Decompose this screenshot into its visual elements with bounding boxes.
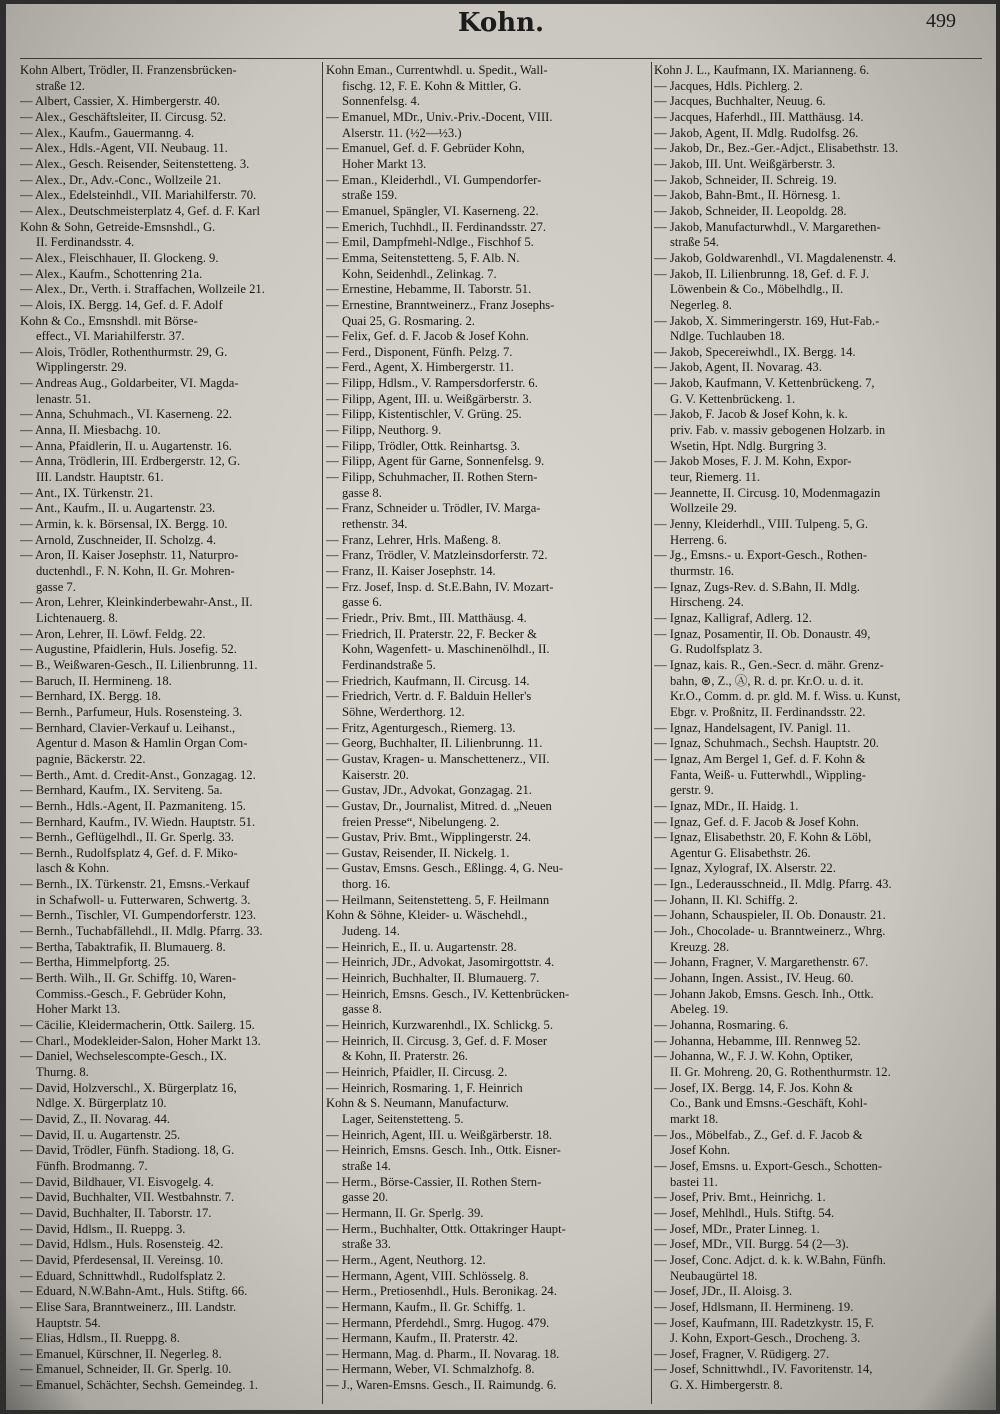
- entry-line: — Johann, Schauspieler, II. Ob. Donaustr. 21.: [654, 908, 886, 923]
- entry-line: — Emanuel, MDr., Univ.-Priv.-Docent, VIII.: [326, 109, 553, 124]
- entry-line: — Hermann, Pferdehdl., Smrg. Hugog. 479.: [326, 1315, 550, 1330]
- entry-line: — Heinrich, Kurzwarenhdl., IX. Schlickg. 5.: [326, 1018, 553, 1033]
- entry-line: — David, Holzverschl., X. Bürgerplatz 16,: [20, 1080, 237, 1095]
- entry-line: — Franz, II. Kaiser Josephstr. 14.: [326, 564, 496, 578]
- entry-line: Hoher Markt 13.: [36, 1002, 121, 1017]
- entry-line: priv. Fab. v. massiv gebogenen Holzarb. in: [670, 423, 886, 438]
- entry-line: — Herm., Buchhalter, Ottk. Ottakringer Haupt-: [326, 1221, 566, 1236]
- entry-line: — Cäcilie, Kleidermacherin, Ottk. Sailerg. 15.: [20, 1018, 255, 1033]
- entry-line: — Gustav, Priv. Bmt., Wipplingerstr. 24.: [326, 830, 532, 845]
- page-title: Kohn.: [457, 8, 545, 38]
- entry-line: — Jos., Möbelfab., Z., Gef. d. F. Jacob &: [654, 1127, 863, 1142]
- entry-line: — Herm., Börse-Cassier, II. Rothen Stern-: [326, 1174, 542, 1189]
- entry-line: — Ignaz, Kalligraf, Adlerg. 12.: [654, 610, 812, 625]
- entry-line: — Daniel, Wechselescompte-Gesch., IX.: [20, 1049, 227, 1064]
- entry-line: — Felix, Gef. d. F. Jacob & Josef Kohn.: [326, 329, 529, 344]
- entry-line: — Ernestine, Branntweinerz., Franz Josephs-: [326, 297, 555, 312]
- entry-line: gasse 6.: [342, 595, 382, 610]
- entry-line: — Ferd., Disponent, Fünfh. Pelzg. 7.: [326, 344, 513, 359]
- entry-line: — David, Hdlsm., II. Rueppg. 3.: [20, 1221, 186, 1236]
- entry-line: gasse 8.: [342, 485, 382, 500]
- entry-line: — Bernhard, IX. Bergg. 18.: [20, 689, 162, 704]
- entry-line: Alserstr. 11. (½2—½3.): [342, 125, 462, 140]
- column-divider: [651, 62, 652, 1404]
- entry-line: — Hermann, Kaufm., II. Praterstr. 42.: [326, 1331, 519, 1346]
- entry-line: Kohn & Söhne, Kleider- u. Wäschehdl.,: [326, 908, 528, 923]
- page-number: 499: [926, 10, 956, 32]
- entry-line: Hauptstr. 54.: [36, 1315, 101, 1330]
- entry-line: — Emerich, Tuchhdl., II. Ferdinandsstr. 27.: [326, 219, 547, 234]
- entry-line: — Ignaz, Xylograf, IX. Alserstr. 22.: [654, 861, 836, 876]
- entry-line: Wsetin, Hpt. Ndlg. Burgring 3.: [670, 438, 827, 453]
- entry-line: — Heinrich, JDr., Advokat, Jasomirgottstr. 4.: [326, 955, 555, 970]
- entry-line: — Herm., Agent, Neuthorg. 12.: [326, 1252, 486, 1267]
- entry-line: — Emanuel, Gef. d. F. Gebrüder Kohn,: [326, 141, 525, 156]
- entry-line: Ferdinandstraße 5.: [342, 657, 436, 672]
- entry-line: gerstr. 9.: [670, 783, 714, 798]
- entry-line: — David, Pferdesensal, II. Vereinsg. 10.: [20, 1252, 224, 1267]
- entry-line: — Hermann, II. Gr. Sperlg. 39.: [326, 1205, 484, 1220]
- entry-line: — Armin, k. k. Börsensal, IX. Bergg. 10.: [20, 517, 228, 532]
- entry-line: — Josef, Hdlsmann, II. Hermineng. 19.: [654, 1299, 854, 1314]
- entry-line: — Friedr., Priv. Bmt., III. Matthäusg. 4.: [326, 610, 527, 625]
- entry-line: fischg. 12, F. E. Kohn & Mittler, G.: [342, 78, 522, 93]
- entry-line: — Jakob, Specereiwhdl., IX. Bergg. 14.: [654, 344, 856, 359]
- entry-line: — David, Z., II. Novarag. 44.: [20, 1111, 171, 1126]
- entry-line: — Josef, MDr., VII. Burgg. 54 (2—3).: [654, 1237, 849, 1252]
- entry-line: — Jakob, Kaufmann, V. Kettenbrückeng. 7,: [654, 376, 875, 391]
- entry-line: — Aron, Lehrer, Kleinkinderbewahr-Anst., II.: [20, 595, 253, 610]
- entry-line: — Emanuel, Kürschner, II. Negerleg. 8.: [20, 1346, 222, 1361]
- entry-line: — Filipp, Agent für Garne, Sonnenfelsg. 9.: [326, 454, 545, 469]
- entry-line: Fanta, Weiß- u. Futterwhdl., Wippling-: [670, 767, 866, 782]
- entry-line: — Anna, Pfaidlerin, II. u. Augartenstr. 16.: [20, 438, 232, 453]
- entry-line: — Heinrich, Rosmaring. 1, F. Heinrich: [326, 1080, 523, 1095]
- entry-line: Kohn, Seidenhdl., Zelinkag. 7.: [342, 266, 497, 281]
- entry-line: — Emanuel, Schneider, II. Gr. Sperlg. 10.: [20, 1362, 232, 1377]
- entry-line: II. Ferdinandsstr. 4.: [36, 235, 135, 250]
- entry-line: thurmstr. 16.: [670, 564, 735, 578]
- entry-line: — Ignaz, Posamentir, II. Ob. Donaustr. 49,: [654, 626, 871, 641]
- entry-line: — Eduard, Schnittwhdl., Rudolfsplatz 2.: [20, 1268, 226, 1283]
- entry-line: — Berth. Wilh., II. Gr. Schiffg. 10, Waren-: [20, 971, 237, 986]
- entry-line: — Franz, Lehrer, Hrls. Maßeng. 8.: [326, 532, 502, 547]
- entry-line: — Albert, Cassier, X. Himbergerstr. 40.: [20, 94, 221, 109]
- entry-line: — Filipp, Hdlsm., V. Rampersdorferstr. 6.: [326, 376, 538, 391]
- entry-line: — Johanna, W., F. J. W. Kohn, Optiker,: [654, 1049, 853, 1064]
- entry-line: Hoher Markt 13.: [342, 156, 427, 171]
- entry-line: — Jakob, Schneider, II. Leopoldg. 28.: [654, 203, 847, 218]
- entry-line: — Gustav, Kragen- u. Manschettenerz., VII.: [326, 751, 550, 766]
- entry-line: — Gustav, Reisender, II. Nickelg. 1.: [326, 845, 510, 860]
- entry-line: straße 33.: [342, 1237, 391, 1252]
- entry-line: — Ignaz, Gef. d. F. Jacob & Josef Kohn.: [654, 814, 859, 829]
- entry-line: — Jacques, Haferhdl., III. Matthäusg. 14.: [654, 109, 864, 124]
- entry-line: — Alex., Deutschmeisterplatz 4, Gef. d. F. Karl: [20, 203, 260, 218]
- entry-line: — Bernhard, Kaufm., IX. Serviteng. 5a.: [20, 783, 223, 798]
- entry-line: — Jacques, Hdls. Pichlerg. 2.: [654, 78, 803, 93]
- entry-line: — Ant., IX. Türkenstr. 21.: [20, 485, 154, 500]
- entry-line: — Hermann, Weber, VI. Schmalzhofg. 8.: [326, 1362, 535, 1377]
- entry-line: — Emanuel, Schächter, Sechsh. Gemeindeg. 1.: [20, 1378, 259, 1393]
- entry-line: Sonnenfelsg. 4.: [342, 94, 421, 109]
- entry-line: — Bernh., Tuchabfällehdl., II. Mdlg. Pfarrg. 33.: [20, 924, 263, 939]
- entry-line: — Jakob, II. Lilienbrunng. 18, Gef. d. F. J.: [654, 266, 870, 281]
- entry-line: — Bertha, Himmelpfortg. 25.: [20, 955, 170, 970]
- entry-line: — Alex., Gesch. Reisender, Seitenstetteng. 3.: [20, 156, 250, 171]
- entry-line: — Herm., Pretiosenhdl., Huls. Beronikag. 24.: [326, 1284, 557, 1299]
- entry-line: — Emil, Dampfmehl-Ndlge., Fischhof 5.: [326, 235, 534, 250]
- entry-line: — Augustine, Pfaidlerin, Huls. Josefig. 52.: [20, 642, 237, 657]
- entry-line: — Jacques, Buchhalter, Neuug. 6.: [654, 94, 826, 109]
- entry-line: — Alex., Dr., Adv.-Conc., Wollzeile 21.: [20, 172, 222, 187]
- entry-line: — David, Buchhalter, II. Taborstr. 17.: [20, 1205, 212, 1220]
- entry-line: — Alois, IX. Bergg. 14, Gef. d. F. Adolf: [20, 297, 223, 312]
- entry-line: — Josef, Priv. Bmt., Heinrichg. 1.: [654, 1190, 826, 1205]
- entry-line: — Bernhard, Kaufm., IV. Wiedn. Hauptstr. 51.: [20, 814, 256, 829]
- entry-line: — Joh., Chocolade- u. Branntweinerz., Whrg.: [654, 924, 886, 939]
- entry-line: — Filipp, Kistentischler, V. Grüng. 25.: [326, 407, 522, 422]
- entry-line: — Hermann, Agent, VIII. Schlösselg. 8.: [326, 1268, 529, 1283]
- entry-line: — Josef, IX. Bergg. 14, F. Jos. Kohn &: [654, 1080, 853, 1095]
- entry-line: effect., VI. Mariahilferstr. 37.: [36, 329, 185, 344]
- entry-line: — Arnold, Zuschneider, II. Scholzg. 4.: [20, 532, 217, 547]
- entry-line: Judeng. 14.: [342, 924, 400, 939]
- entry-line: — Jakob, Manufacturwhdl., V. Margarethen-: [654, 219, 881, 234]
- entry-line: Kaiserstr. 20.: [342, 767, 409, 782]
- entry-line: — Andreas Aug., Goldarbeiter, VI. Magda-: [20, 376, 239, 391]
- entry-line: — Johanna, Hebamme, III. Rennweg 52.: [654, 1033, 861, 1048]
- entry-line: — Hermann, Mag. d. Pharm., II. Novarag. 18.: [326, 1346, 560, 1361]
- entry-line: Söhne, Werderthorg. 12.: [342, 704, 465, 719]
- entry-line: — David, II. u. Augartenstr. 25.: [20, 1127, 181, 1142]
- entry-line: pagnie, Bäckerstr. 22.: [36, 751, 146, 766]
- entry-line: lasch & Kohn.: [36, 861, 110, 876]
- entry-line: freien Presse“, Nibelungeng. 2.: [342, 814, 500, 829]
- entry-line: — Jakob, III. Unt. Weißgärberstr. 3.: [654, 156, 836, 171]
- entry-line: — Ignaz, Handelsagent, IV. Panigl. 11.: [654, 720, 851, 735]
- entry-line: — Jakob, Goldwarenhdl., VI. Magdalenenstr. 4.: [654, 250, 897, 265]
- entry-line: — Josef, Emsns. u. Export-Gesch., Schotten-: [654, 1158, 883, 1173]
- entry-line: — Gustav, JDr., Advokat, Gonzagag. 21.: [326, 783, 532, 798]
- entry-line: Kohn J. L., Kaufmann, IX. Marianneng. 6.: [654, 63, 870, 77]
- entry-line: II. Gr. Mohreng. 20, G. Rothenthurmstr. 12.: [670, 1065, 891, 1079]
- entry-line: Kohn Albert, Trödler, II. Franzensbrücken-: [20, 63, 237, 77]
- entry-line: Ndlge. Tuchlauben 18.: [670, 329, 785, 344]
- entry-line: — Heinrich, Pfaidler, II. Circusg. 2.: [326, 1065, 508, 1079]
- entry-line: — Alex., Hdls.-Agent, VII. Neubaug. 11.: [20, 141, 228, 156]
- entry-line: Josef Kohn.: [670, 1143, 731, 1158]
- column-2: [326, 63, 636, 1394]
- entry-line: — Bernh., Tischler, VI. Gumpendorferstr. 123.: [20, 908, 257, 923]
- entry-line: Kohn Eman., Currentwhdl. u. Spedit., Wall-: [326, 63, 548, 77]
- entry-line: — Gustav, Dr., Journalist, Mitred. d. „Neuen: [326, 798, 552, 813]
- entry-line: Kohn & Sohn, Getreide-Emsnshdl., G.: [20, 219, 216, 234]
- entry-line: — Aron, II. Kaiser Josephstr. 11, Naturpro-: [20, 548, 239, 563]
- entry-line: Wollzeile 29.: [670, 501, 737, 516]
- entry-line: & Kohn, II. Praterstr. 26.: [342, 1049, 468, 1064]
- entry-line: — Alex., Geschäftsleiter, II. Circusg. 52.: [20, 109, 227, 124]
- entry-line: — Alex., Kaufm., Gauermanng. 4.: [20, 125, 195, 140]
- entry-line: — Bernh., Hdls.-Agent, II. Pazmaniteng. 15.: [20, 798, 246, 813]
- entry-line: — Emma, Seitenstetteng. 5, F. Alb. N.: [326, 250, 520, 265]
- entry-line: — Berth., Amt. d. Credit-Anst., Gonzagag. 12.: [20, 767, 256, 782]
- entry-line: rethenstr. 34.: [342, 517, 408, 532]
- entry-line: — Jakob, Bahn-Bmt., II. Hörnesg. 1.: [654, 188, 841, 203]
- entry-line: — Filipp, Trödler, Ottk. Reinhartsg. 3.: [326, 438, 521, 453]
- entry-line: III. Landstr. Hauptstr. 61.: [36, 470, 164, 485]
- entry-line: — Elise Sara, Branntweinerz., III. Landstr.: [20, 1299, 237, 1314]
- entry-line: Thurng. 8.: [36, 1065, 89, 1079]
- entry-line: Kohn & Co., Emsnshdl. mit Börse-: [20, 313, 198, 328]
- entry-line: straße 159.: [342, 188, 398, 203]
- entry-line: — Eman., Kleiderhdl., VI. Gumpendorfer-: [326, 172, 542, 187]
- entry-line: — Bernh., Rudolfsplatz 4, Gef. d. F. Miko-: [20, 845, 238, 860]
- entry-line: G. Rudolfsplatz 3.: [670, 642, 763, 657]
- entry-line: — Ignaz, MDr., II. Haidg. 1.: [654, 798, 799, 813]
- entry-line: — Bertha, Tabaktrafik, II. Blumauerg. 8.: [20, 939, 226, 954]
- entry-line: — Jg., Emsns.- u. Export-Gesch., Rothen-: [654, 548, 868, 563]
- entry-line: — Jakob, Agent, II. Novarag. 43.: [654, 360, 822, 375]
- entry-line: teur, Riemerg. 11.: [670, 470, 761, 485]
- entry-line: — Anna, Trödlerin, III. Erdbergerstr. 12, G.: [20, 454, 241, 469]
- entry-line: — Ignaz, Schuhmach., Sechsh. Hauptstr. 20.: [654, 736, 879, 751]
- entry-line: Lichtenauerg. 8.: [36, 610, 118, 625]
- entry-line: G. V. Kettenbrückeng. 1.: [670, 391, 796, 406]
- entry-line: — Josef, Mehlhdl., Huls. Stiftg. 54.: [654, 1205, 835, 1220]
- entry-line: — Franz, Trödler, V. Matzleinsdorferstr. 72.: [326, 548, 548, 563]
- entry-line: — Emanuel, Spängler, VI. Kaserneng. 22.: [326, 203, 539, 218]
- entry-line: — Johann, II. Kl. Schiffg. 2.: [654, 892, 798, 907]
- entry-line: Lager, Seitenstetteng. 5.: [342, 1111, 464, 1126]
- entry-line: Fünfh. Brodmanng. 7.: [36, 1158, 148, 1173]
- entry-line: — Eduard, N.W.Bahn-Amt., Huls. Stiftg. 66.: [20, 1284, 248, 1299]
- entry-line: — David, Hdlsm., Huls. Rosensteig. 42.: [20, 1237, 224, 1252]
- entry-line: gasse 8.: [342, 1002, 382, 1017]
- entry-line: — Jakob, Schneider, II. Schreig. 19.: [654, 172, 837, 187]
- directory-page: [6, 4, 996, 1410]
- entry-line: — Johann, Fragner, V. Margarethenstr. 67.: [654, 955, 869, 970]
- header-divider: [20, 58, 982, 59]
- entry-line: — Anna, Schuhmach., VI. Kaserneng. 22.: [20, 407, 233, 422]
- entry-line: G. X. Himbergerstr. 8.: [670, 1378, 783, 1393]
- entry-line: bastei 11.: [670, 1174, 718, 1189]
- entry-line: — Bernh., Geflügelhdl., II. Gr. Sperlg. 33.: [20, 830, 235, 845]
- entry-line: — Heinrich, E., II. u. Augartenstr. 28.: [326, 939, 517, 954]
- entry-line: Herreng. 6.: [670, 532, 727, 547]
- entry-line: — Bernh., IX. Türkenstr. 21, Emsns.-Verkauf: [20, 877, 250, 892]
- entry-line: — Heinrich, II. Circusg. 3, Gef. d. F. Moser: [326, 1033, 548, 1048]
- entry-line: gasse 20.: [342, 1190, 389, 1205]
- entry-line: Wipplingerstr. 29.: [36, 360, 127, 375]
- entry-line: Löwenbein & Co., Möbelhdlg., II.: [670, 282, 844, 297]
- entry-line: — Friedrich, Kaufmann, II. Circusg. 14.: [326, 673, 530, 688]
- entry-line: — Friedrich, Vertr. d. F. Balduin Heller's: [326, 689, 532, 704]
- entry-line: bahn, ⊛, Z., Ⓐ, R. d. pr. Kr.O. u. d. it.: [670, 673, 864, 688]
- entry-line: Commiss.-Gesch., F. Gebrüder Kohn,: [36, 986, 226, 1001]
- entry-line: — Heinrich, Emsns. Gesch. Inh., Ottk. Eisner-: [326, 1143, 561, 1158]
- entry-line: — Johann, Ingen. Assist., IV. Heug. 60.: [654, 971, 854, 986]
- entry-line: — Josef, MDr., Prater Linneg. 1.: [654, 1221, 820, 1236]
- entry-line: Neubaugürtel 18.: [670, 1268, 758, 1283]
- entry-line: — Jakob, X. Simmeringerstr. 169, Hut-Fab.-: [654, 313, 880, 328]
- entry-line: — Fritz, Agenturgesch., Riemerg. 13.: [326, 720, 516, 735]
- entry-line: — Heinrich, Emsns. Gesch., IV. Kettenbrücken-: [326, 986, 570, 1001]
- entry-line: markt 18.: [670, 1111, 719, 1126]
- entry-line: ductenhdl., F. N. Kohn, II. Gr. Mohren-: [36, 564, 235, 578]
- entry-line: — Alex., Dr., Verth. i. Straffachen, Wollzeile 21.: [20, 282, 265, 297]
- entry-line: — Elias, Hdlsm., II. Rueppg. 8.: [20, 1331, 180, 1346]
- entry-line: — Josef, Kaufmann, III. Radetzkystr. 15, F.: [654, 1315, 875, 1330]
- entry-line: — Ign., Lederausschneid., II. Mdlg. Pfarrg. 43.: [654, 877, 892, 892]
- entry-line: — Josef, Schnittwhdl., IV. Favoritenstr. 14,: [654, 1362, 873, 1377]
- entry-line: — Filipp, Schuhmacher, II. Rothen Stern-: [326, 470, 538, 485]
- entry-line: straße 54.: [670, 235, 719, 250]
- entry-line: thorg. 16.: [342, 877, 391, 892]
- entry-line: — Bernh., Parfumeur, Huls. Rosensteing. 3.: [20, 704, 243, 719]
- entry-line: Kohn, Wagenfett- u. Maschinenölhdl., II.: [342, 642, 550, 657]
- entry-line: gasse 7.: [36, 579, 76, 594]
- entry-line: — Filipp, Agent, III. u. Weißgärberstr. 3.: [326, 391, 532, 406]
- column-3: [654, 63, 964, 1394]
- entry-line: Kr.O., Comm. d. pr. gld. M. f. Wiss. u. Kunst,: [670, 689, 901, 704]
- entry-line: — Ignaz, Zugs-Rev. d. S.Bahn, II. Mdlg.: [654, 579, 860, 594]
- entry-line: — David, Trödler, Fünfh. Stadiong. 18, G.: [20, 1143, 235, 1158]
- entry-line: Hirscheng. 24.: [670, 595, 744, 610]
- entry-line: straße 14.: [342, 1158, 391, 1173]
- entry-line: — Anna, II. Miesbachg. 10.: [20, 423, 161, 438]
- entry-line: — David, Buchhalter, VII. Westbahnstr. 7.: [20, 1190, 235, 1205]
- entry-line: Agentur d. Mason & Hamlin Organ Com-: [36, 736, 248, 751]
- entry-line: Kohn & S. Neumann, Manufacturw.: [326, 1096, 509, 1111]
- entry-line: — Franz, Schneider u. Trödler, IV. Marga-: [326, 501, 541, 516]
- entry-line: — Jakob, Agent, II. Mdlg. Rudolfsg. 26.: [654, 125, 859, 140]
- entry-line: — Josef, Conc. Adjct. d. k. k. W.Bahn, Fünfh.: [654, 1252, 886, 1267]
- entry-line: Ndlge. X. Bürgerplatz 10.: [36, 1096, 167, 1111]
- entry-line: — Johann Jakob, Emsns. Gesch. Inh., Ottk.: [654, 986, 874, 1001]
- entry-line: — Jakob, Dr., Bez.-Ger.-Adjct., Elisabethstr. 13.: [654, 141, 899, 156]
- entry-line: — Gustav, Emsns. Gesch., Eßlingg. 4, G. Neu-: [326, 861, 564, 876]
- entry-line: — Alex., Kaufm., Schottenring 21a.: [20, 266, 203, 281]
- entry-line: in Schafwoll- u. Futterwaren, Schwertg. 3.: [36, 892, 251, 907]
- entry-line: straße 12.: [36, 78, 85, 93]
- entry-line: — Friedrich, II. Praterstr. 22, F. Becker &: [326, 626, 537, 641]
- entry-line: — Heilmann, Seitenstetteng. 5, F. Heilmann: [326, 892, 550, 907]
- entry-line: — J., Waren-Emsns. Gesch., II. Raimundg. 6.: [326, 1378, 557, 1393]
- entry-line: — Charl., Modekleider-Salon, Hoher Markt 13.: [20, 1033, 261, 1048]
- entry-line: — Bernhard, Clavier-Verkauf u. Leihanst.,: [20, 720, 236, 735]
- entry-line: Negerleg. 8.: [670, 297, 732, 312]
- entry-line: J. Kohn, Export-Gesch., Drocheng. 3.: [670, 1331, 861, 1346]
- entry-line: — Hermann, Kaufm., II. Gr. Schiffg. 1.: [326, 1299, 526, 1314]
- column-1: [20, 63, 330, 1394]
- entry-line: — Georg, Buchhalter, II. Lilienbrunng. 11.: [326, 736, 543, 751]
- entry-line: — Ignaz, kais. R., Gen.-Secr. d. mähr. Grenz-: [654, 657, 884, 672]
- entry-line: Abeleg. 19.: [670, 1002, 729, 1017]
- entry-line: — Filipp, Neuthorg. 9.: [326, 423, 442, 438]
- entry-line: — Ernestine, Hebamme, II. Taborstr. 51.: [326, 282, 532, 297]
- entry-line: — Josef, JDr., II. Aloisg. 3.: [654, 1284, 793, 1299]
- entry-line: Quai 25, G. Rosmaring. 2.: [342, 313, 475, 328]
- entry-line: — Jakob, F. Jacob & Josef Kohn, k. k.: [654, 407, 848, 422]
- entry-line: — Heinrich, Agent, III. u. Weißgärberstr. 18.: [326, 1127, 553, 1142]
- entry-line: — David, Bildhauer, VI. Eisvogelg. 4.: [20, 1174, 214, 1189]
- entry-line: — Alex., Fleischhauer, II. Glockeng. 9.: [20, 250, 219, 265]
- entry-line: — Jeannette, II. Circusg. 10, Modenmagazin: [654, 485, 881, 500]
- entry-line: — Josef, Fragner, V. Rüdigerg. 27.: [654, 1346, 830, 1361]
- entry-line: — Frz. Josef, Insp. d. St.E.Bahn, IV. Mozart-: [326, 579, 554, 594]
- entry-line: Co., Bank und Emsns.-Geschäft, Kohl-: [670, 1096, 868, 1111]
- entry-line: — Alois, Trödler, Rothenthurmstr. 29, G.: [20, 344, 228, 359]
- entry-line: — Ant., Kaufm., II. u. Augartenstr. 23.: [20, 501, 216, 516]
- entry-line: — B., Weißwaren-Gesch., II. Lilienbrunng. 11.: [20, 657, 258, 672]
- entry-line: lenastr. 51.: [36, 391, 91, 406]
- entry-line: — Ignaz, Elisabethstr. 20, F. Kohn & Löbl,: [654, 830, 872, 845]
- entry-line: — Jakob Moses, F. J. M. Kohn, Expor-: [654, 454, 852, 469]
- entry-line: Kreuzg. 28.: [670, 939, 730, 954]
- entry-line: — Alex., Edelsteinhdl., VII. Mariahilferstr. 70.: [20, 188, 257, 203]
- entry-line: Ebgr. v. Proßnitz, II. Ferdinandsstr. 22.: [670, 704, 866, 719]
- entry-line: Agentur G. Elisabethstr. 26.: [670, 845, 811, 860]
- entry-line: — Johanna, Rosmaring. 6.: [654, 1018, 789, 1033]
- entry-line: — Aron, Lehrer, II. Löwf. Feldg. 22.: [20, 626, 206, 641]
- entry-line: — Heinrich, Buchhalter, II. Blumauerg. 7.: [326, 971, 540, 986]
- entry-line: — Jenny, Kleiderhdl., VIII. Tulpeng. 5, G.: [654, 517, 869, 532]
- entry-line: — Baruch, II. Hermineng. 18.: [20, 673, 172, 688]
- entry-line: — Ferd., Agent, X. Himbergerstr. 11.: [326, 360, 514, 375]
- entry-line: — Ignaz, Am Bergel 1, Gef. d. F. Kohn &: [654, 751, 866, 766]
